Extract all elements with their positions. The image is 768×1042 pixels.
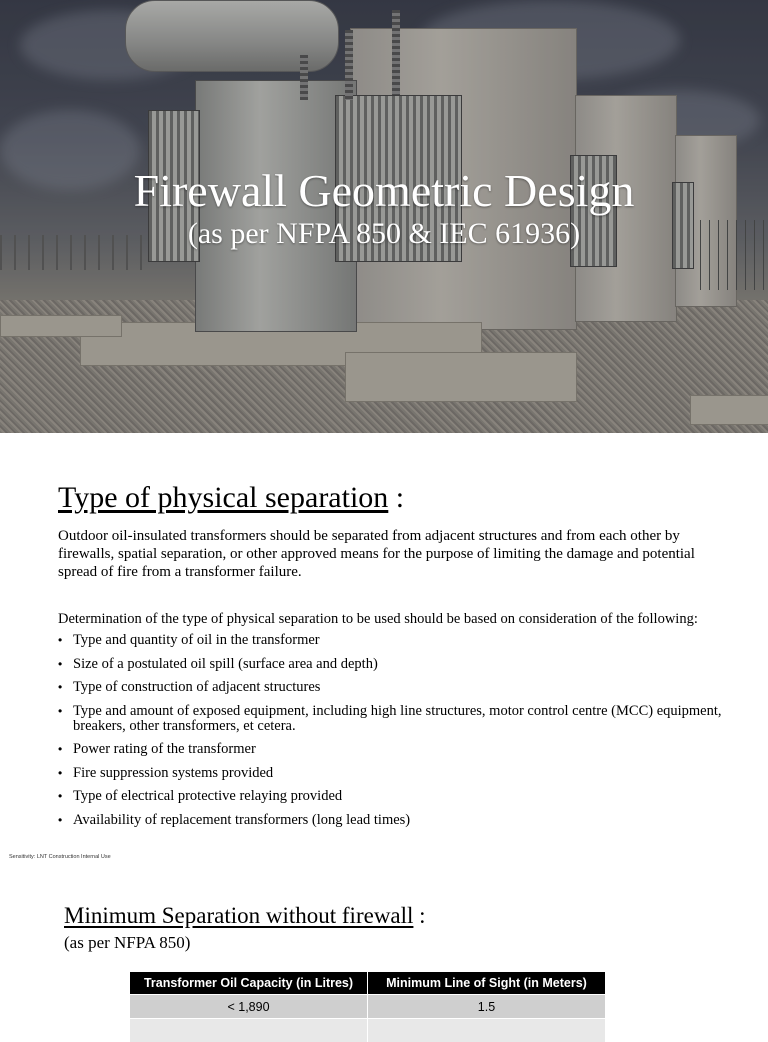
list-item: • Type of electrical protective relaying provided: [58, 789, 738, 804]
section-heading: [58, 480, 404, 516]
table-cell: [130, 1019, 368, 1042]
list-item: • Power rating of the transformer: [58, 742, 738, 757]
separation-table: [130, 972, 605, 1042]
column-header-oil-capacity: Transformer Oil Capacity (in Litres): [130, 972, 368, 995]
title-slide: [0, 0, 768, 433]
heading-underlined-text: Minimum Separation without firewall: [64, 903, 413, 928]
sensitivity-label: Sensitivity: LNT Construction Internal Use: [9, 854, 111, 860]
table-row: [130, 995, 605, 1019]
column-header-line-of-sight: Minimum Line of Sight (in Meters): [368, 972, 606, 995]
slide-title: Firewall Geometric Design: [0, 165, 768, 217]
list-item: • Availability of replacement transformers (long lead times): [58, 813, 738, 828]
intro-paragraph: Outdoor oil-insulated transformers should be separated from adjacent structures and from each other by firewalls, spatial separation, or other approved means for the purpose of limiting the damage and potential spread of fire from a transformer failure.: [58, 527, 718, 581]
table-cell: 1.5: [368, 995, 606, 1019]
list-item: • Type and amount of exposed equipment, including high line structures, motor control centre (MCC) equipment, breakers, other transformers, et cetera.: [58, 704, 738, 734]
minimum-separation-slide: [0, 868, 768, 1024]
table-row-partial: [130, 1019, 605, 1042]
list-item: • Type of construction of adjacent structures: [58, 680, 738, 695]
table-cell: [368, 1019, 606, 1042]
physical-separation-slide: [0, 433, 768, 868]
criteria-paragraph: Determination of the type of physical separation to be used should be based on consideration of the following:: [58, 610, 738, 628]
criteria-list: [58, 633, 738, 836]
heading-suffix: :: [413, 903, 425, 928]
list-item: • Fire suppression systems provided: [58, 766, 738, 781]
heading-underlined-text: Type of physical separation: [58, 481, 388, 514]
slide-subtitle: (as per NFPA 850 & IEC 61936): [0, 216, 768, 252]
list-item: • Size of a postulated oil spill (surface area and depth): [58, 657, 738, 672]
section-subheading: (as per NFPA 850): [64, 932, 190, 954]
table-cell: < 1,890: [130, 995, 368, 1019]
table-header-row: [130, 972, 605, 995]
list-item: • Type and quantity of oil in the transformer: [58, 633, 738, 648]
section-heading: [64, 902, 426, 930]
heading-suffix: :: [388, 481, 404, 514]
